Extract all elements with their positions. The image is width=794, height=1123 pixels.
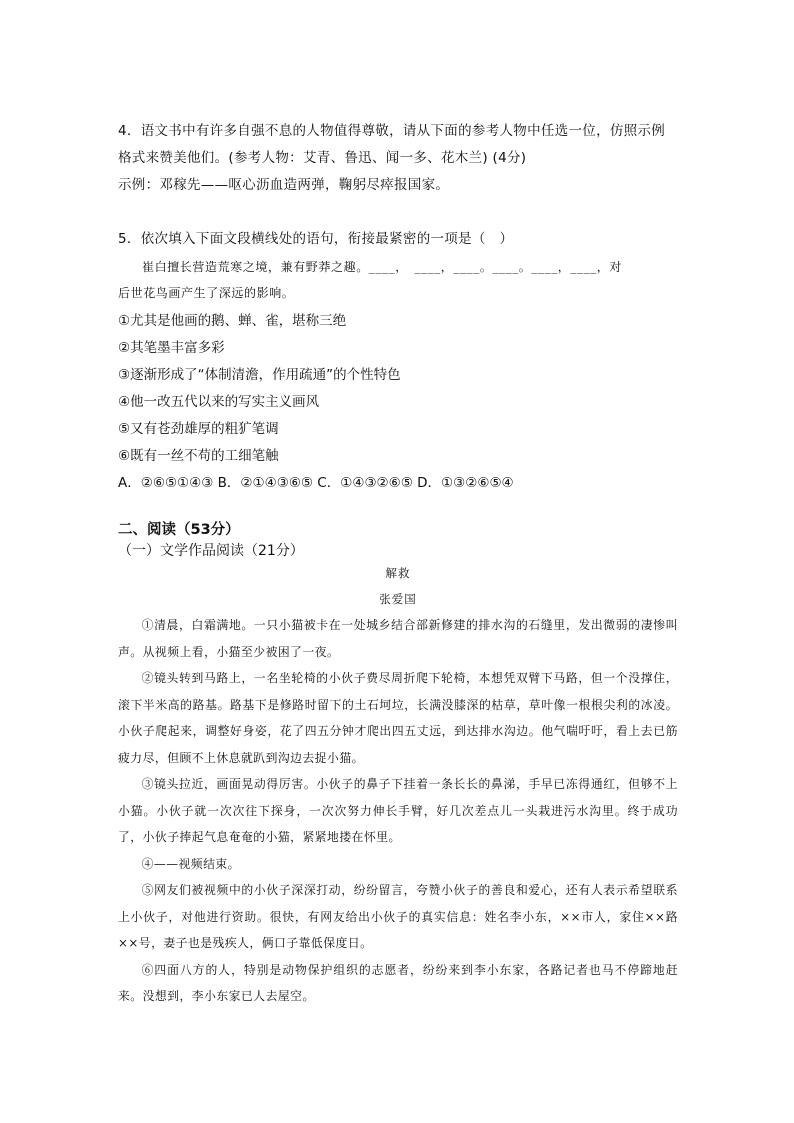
q5-passage-line1: 崔白擅长营造荒寒之境，兼有野莽之趣。____， ____，____。____。____，____，对 (142, 260, 623, 274)
question-5-items (118, 308, 678, 497)
q5-item: ④他一改五代以来的写实主义画风 (118, 394, 320, 410)
q4-line2: 格式来赞美他们。(参考人物：艾青、鲁迅、闻一多、花木兰) (4分) (118, 150, 527, 166)
article-author: 张爱国 (379, 592, 417, 606)
article-paragraph: ②镜头转到马路上，一名坐轮椅的小伙子费尽周折爬下轮椅，本想凭双臂下马路，但一个没撑住，滚下半米高的路基。路基下是修路时留下的土石坷垃，长满没膝深的枯草，草叶像一根根尖利的冰凌。小伙子爬起来，调整好身姿，花了四五分钟才爬出四五丈远，到达排水沟边。他气喘吁吁，看上去已筋疲力尽，但顾不上休息就趴到沟边去捉小猫。 (118, 671, 678, 765)
q5-choices: A．②⑥⑤①④③ B．②①④③⑥⑤ C．①④③②⑥⑤ D．①③②⑥⑤④ (118, 475, 514, 491)
q5-item: ①尤其是他画的鹅、蝉、雀，堪称三绝 (118, 313, 347, 329)
article-paragraph: ⑤网友们被视频中的小伙子深深打动，纷纷留言，夸赞小伙子的善良和爱心，还有人表示希望联系上小伙子，对他进行资助。很快，有网友给出小伙子的真实信息：姓名李小东，××市人，家住××路××号，妻子也是残疾人，俩口子靠低保度日。 (118, 883, 678, 950)
article-paragraph: ①清晨，白霜满地。一只小猫被卡在一处城乡结合部新修建的排水沟的石缝里，发出微弱的凄惨叫声。从视频上看，小猫至少被困了一夜。 (118, 618, 678, 659)
section-2-subtitle: （一）文学作品阅读（21分） (118, 543, 304, 559)
q5-passage-line2: 后世花鸟画产生了深远的影响。 (118, 286, 295, 300)
question-5-passage (118, 254, 678, 306)
q4-line1: 4．语文书中有许多自强不息的人物值得尊敬，请从下面的参考人物中任选一位，仿照示例 (118, 123, 666, 139)
q5-item: ③逐渐形成了“体制清澹，作用疏通”的个性特色 (118, 367, 401, 383)
question-5-stem: 5．依次填入下面文段横线处的语句，衔接最紧密的一项是（ ） (118, 231, 514, 247)
article-body (118, 612, 678, 1010)
article-paragraph: ④——视频结束。 (141, 856, 240, 871)
q5-item: ②其笔墨丰富多彩 (118, 340, 225, 356)
article-title: 解救 (385, 566, 411, 580)
article-paragraph: ⑥四面八方的人，特别是动物保护组织的志愿者，纷纷来到李小东家，各路记者也马不停蹄地赶来。没想到，李小东家已人去屋空。 (118, 962, 678, 1003)
section-2-title: 二、阅读（53分） (118, 522, 240, 538)
question-4 (118, 118, 678, 199)
q5-item: ⑥既有一丝不苟的工细笔触 (118, 448, 279, 464)
q4-example: 示例：邓稼先——呕心沥血造两弹，鞠躬尽瘁报国家。 (118, 177, 450, 193)
article-paragraph: ③镜头拉近，画面晃动得厉害。小伙子的鼻子下挂着一条长长的鼻涕，手早已冻得通红，但够不上小猫。小伙子就一次次往下探身，一次次努力伸长手臂，好几次差点儿一头栽进污水沟里。终于成功了，小伙子捧起气息奄奄的小猫，紧紧地搂在怀里。 (118, 777, 678, 844)
q5-item: ⑤又有苍劲雄厚的粗犷笔调 (118, 421, 279, 437)
